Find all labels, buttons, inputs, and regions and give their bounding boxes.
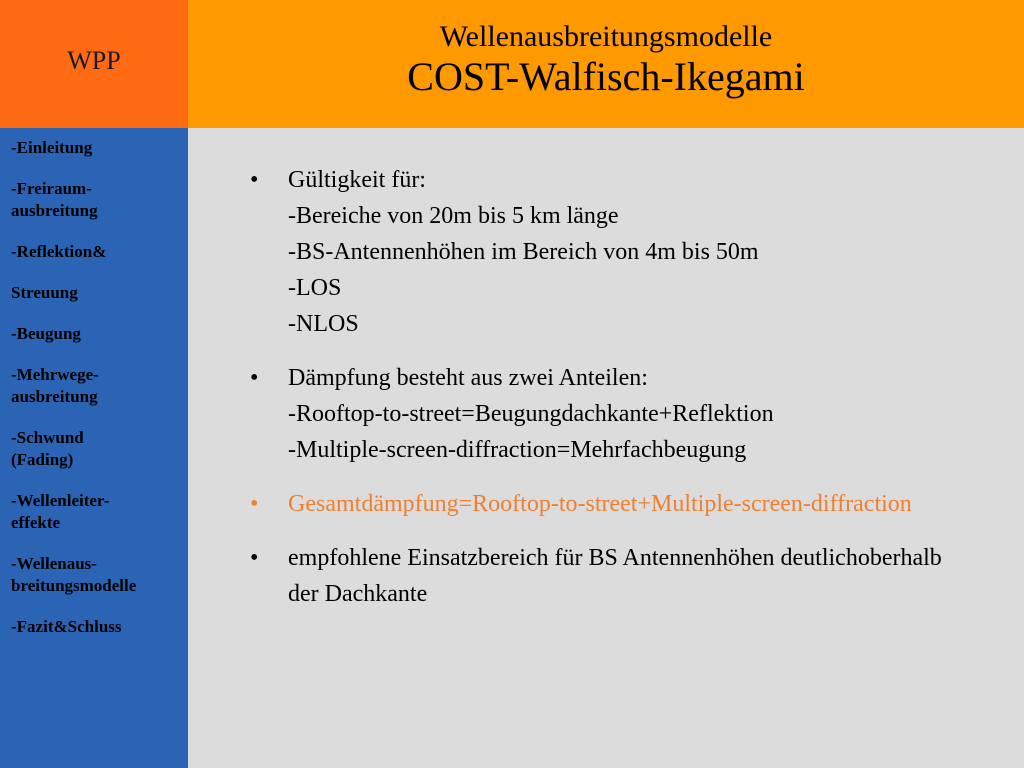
sidebar-item-fazit[interactable]: -Fazit&Schluss: [11, 617, 122, 636]
slide-header: [188, 0, 1024, 128]
bullet-daempfung: [250, 360, 970, 468]
slide-content: [250, 162, 970, 630]
bullet-text: Gesamtdämpfung=Rooftop-to-street+Multiple-screen-diffraction: [288, 491, 912, 517]
sidebar-nav: [0, 128, 188, 768]
sidebar-item-wellenleitereffekte[interactable]: -Wellenleiter- effekte: [11, 491, 110, 532]
bullet-dot: •: [250, 545, 259, 571]
sidebar-item-reflektion[interactable]: -Reflektion&: [11, 242, 107, 261]
bullet-text: Gültigkeit für: -Bereiche von 20m bis 5 km länge -BS-Antennenhöhen im Bereich von 4m bis 50m -LOS -NLOS: [288, 167, 759, 337]
bullet-gesamtdaempfung: [250, 486, 970, 522]
sidebar-item-beugung[interactable]: -Beugung: [11, 324, 81, 343]
bullet-text: Dämpfung besteht aus zwei Anteilen: -Rooftop-to-street=Beugungdachkante+Reflektion -Multiple-screen-diffraction=Mehrfachbeugung: [288, 365, 774, 463]
slide-subtitle: Wellenausbreitungsmodelle: [439, 20, 773, 53]
slide-title: COST-Walfisch-Ikegami: [407, 54, 805, 99]
sidebar-item-wellenausbreitungsmodelle[interactable]: -Wellenaus- breitungsmodelle: [11, 554, 137, 595]
bullet-gueltigkeit: [250, 162, 970, 342]
sidebar-item-einleitung[interactable]: -Einleitung: [11, 138, 93, 157]
sidebar-item-freiraumausbreitung[interactable]: -Freiraum- ausbreitung: [11, 179, 98, 220]
bullet-dot: •: [250, 491, 259, 517]
sidebar-item-mehrwegeausbreitung[interactable]: -Mehrwege- ausbreitung: [11, 365, 99, 406]
sidebar-item-streuung[interactable]: Streuung: [11, 283, 78, 302]
bullet-text: empfohlene Einsatzbereich für BS Antennenhöhen deutlichoberhalb der Dachkante: [288, 545, 942, 607]
bullet-dot: •: [250, 167, 259, 193]
logo-text: WPP: [67, 46, 121, 75]
logo-box: [0, 0, 188, 128]
bullet-empfehlung: [250, 540, 970, 612]
sidebar-item-schwund[interactable]: -Schwund (Fading): [11, 428, 84, 469]
bullet-dot: •: [250, 365, 259, 391]
